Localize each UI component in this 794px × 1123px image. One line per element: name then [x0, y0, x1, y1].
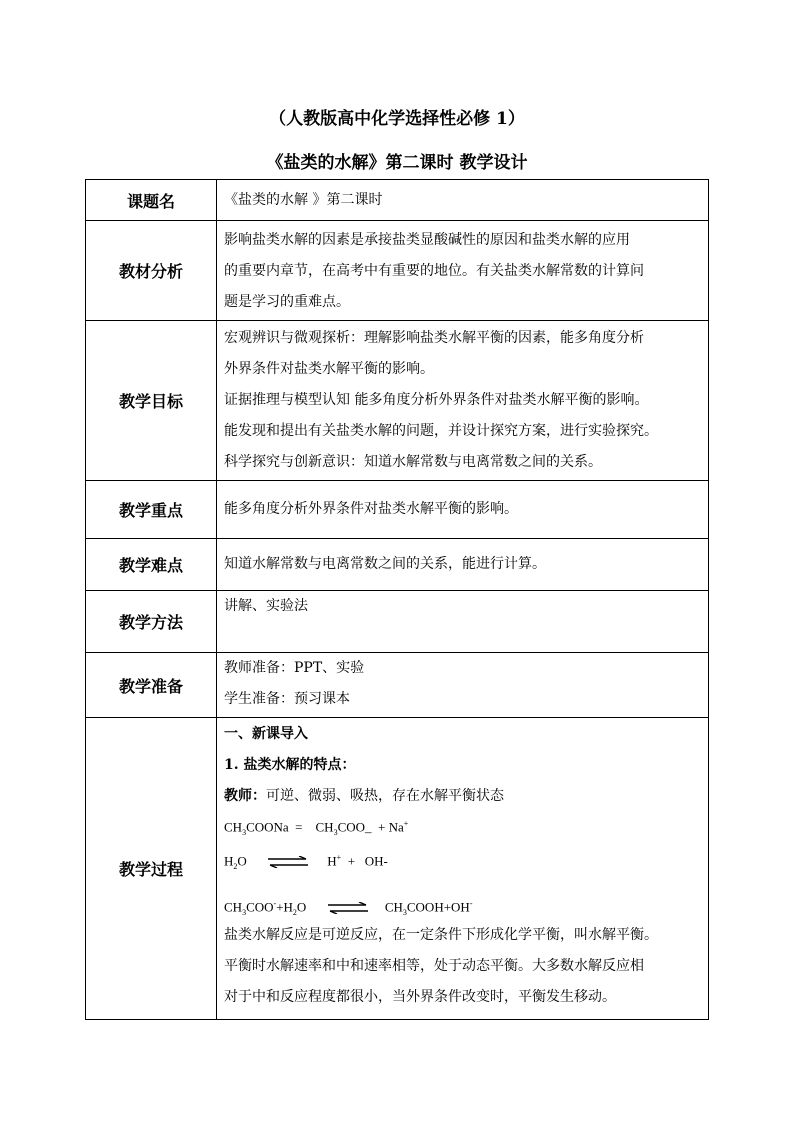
key-points-label: 教学重点	[86, 481, 217, 539]
analysis-line: 影响盐类水解的因素是承接盐类显酸碱性的原因和盐类水解的应用	[224, 232, 630, 248]
table-row	[86, 653, 709, 718]
prep-label: 教学准备	[86, 653, 217, 718]
table-row	[86, 481, 709, 539]
analysis-line: 的重要内章节，在高考中有重要的地位。有关盐类水解常数的计算问	[224, 263, 644, 279]
goals-line: 证据推理与模型认知 能多角度分析外界条件对盐类水解平衡的影响。	[224, 392, 649, 408]
lesson-plan-table	[85, 179, 709, 1020]
teacher-label: 教师：	[224, 788, 266, 804]
goals-line: 科学探究与创新意识：知道水解常数与电离常数之间的关系。	[224, 454, 602, 470]
process-value	[217, 718, 709, 1020]
table-row	[86, 221, 709, 321]
table-row	[86, 539, 709, 591]
teacher-note	[224, 781, 702, 812]
teacher-prep: 教师准备：PPT、实验	[224, 660, 365, 676]
goals-value	[217, 321, 709, 481]
table-row	[86, 180, 709, 221]
process-paragraph-line: 对于中和反应程度都很小，当外界条件改变时，平衡发生移动。	[224, 989, 616, 1005]
equation-acetate-hydrolysis: $CH_3COO^-+H_2O$ $CH_3COOH+OH^-$	[224, 899, 473, 917]
table-row	[86, 321, 709, 481]
equilibrium-arrow-icon	[268, 856, 308, 868]
method-value	[217, 591, 709, 653]
analysis-line: 题是学习的重难点。	[224, 294, 350, 310]
topic-label: 课题名	[86, 180, 217, 221]
method-label: 教学方法	[86, 591, 217, 653]
process-paragraph-line: 盐类水解反应是可逆反应，在一定条件下形成化学平衡，叫水解平衡。	[224, 927, 658, 943]
equation-ionization-salt: $CH_3COONa$ = $CH_3COO\_ + Na^+$	[224, 819, 409, 837]
document-title: 《盐类的水解》第二课时 教学设计	[266, 153, 528, 173]
difficulty-value	[217, 539, 709, 591]
goals-label: 教学目标	[86, 321, 217, 481]
subsection-heading: 1. 盐类水解的特点：	[224, 757, 356, 773]
section-heading: 一、新课导入	[224, 726, 308, 742]
equilibrium-arrow-icon	[328, 902, 368, 914]
key-points-text: 能多角度分析外界条件对盐类水解平衡的影响。	[224, 501, 518, 517]
process-paragraph-line: 平衡时水解速率和中和速率相等，处于动态平衡。大多数水解反应相	[224, 958, 644, 974]
goals-line: 能发现和提出有关盐类水解的问题，并设计探究方案，进行实验探究。	[224, 423, 658, 439]
student-prep: 学生准备：预习课本	[224, 691, 350, 707]
table-row	[86, 591, 709, 653]
key-points-value	[217, 481, 709, 539]
method-text: 讲解、实验法	[224, 598, 308, 614]
document-subtitle: （人教版高中化学选择性必修 1）	[269, 109, 525, 129]
process-label: 教学过程	[86, 718, 217, 1020]
difficulty-text: 知道水解常数与电离常数之间的关系，能进行计算。	[224, 556, 546, 572]
topic-value	[217, 180, 709, 221]
goals-line: 外界条件对盐类水解平衡的影响。	[224, 361, 434, 377]
goals-line: 宏观辨识与微观探析：理解影响盐类水解平衡的因素，能多角度分析	[224, 330, 644, 346]
equation-water-ionization: $H_2O$ H+ + OH-	[224, 853, 388, 871]
topic-text: 《盐类的水解 》第二课时	[224, 191, 383, 208]
analysis-value	[217, 221, 709, 321]
analysis-label: 教材分析	[86, 221, 217, 321]
prep-value	[217, 653, 709, 718]
difficulty-label: 教学难点	[86, 539, 217, 591]
teacher-text: 可逆、微弱、吸热，存在水解平衡状态	[266, 788, 504, 804]
table-row	[86, 718, 709, 1020]
